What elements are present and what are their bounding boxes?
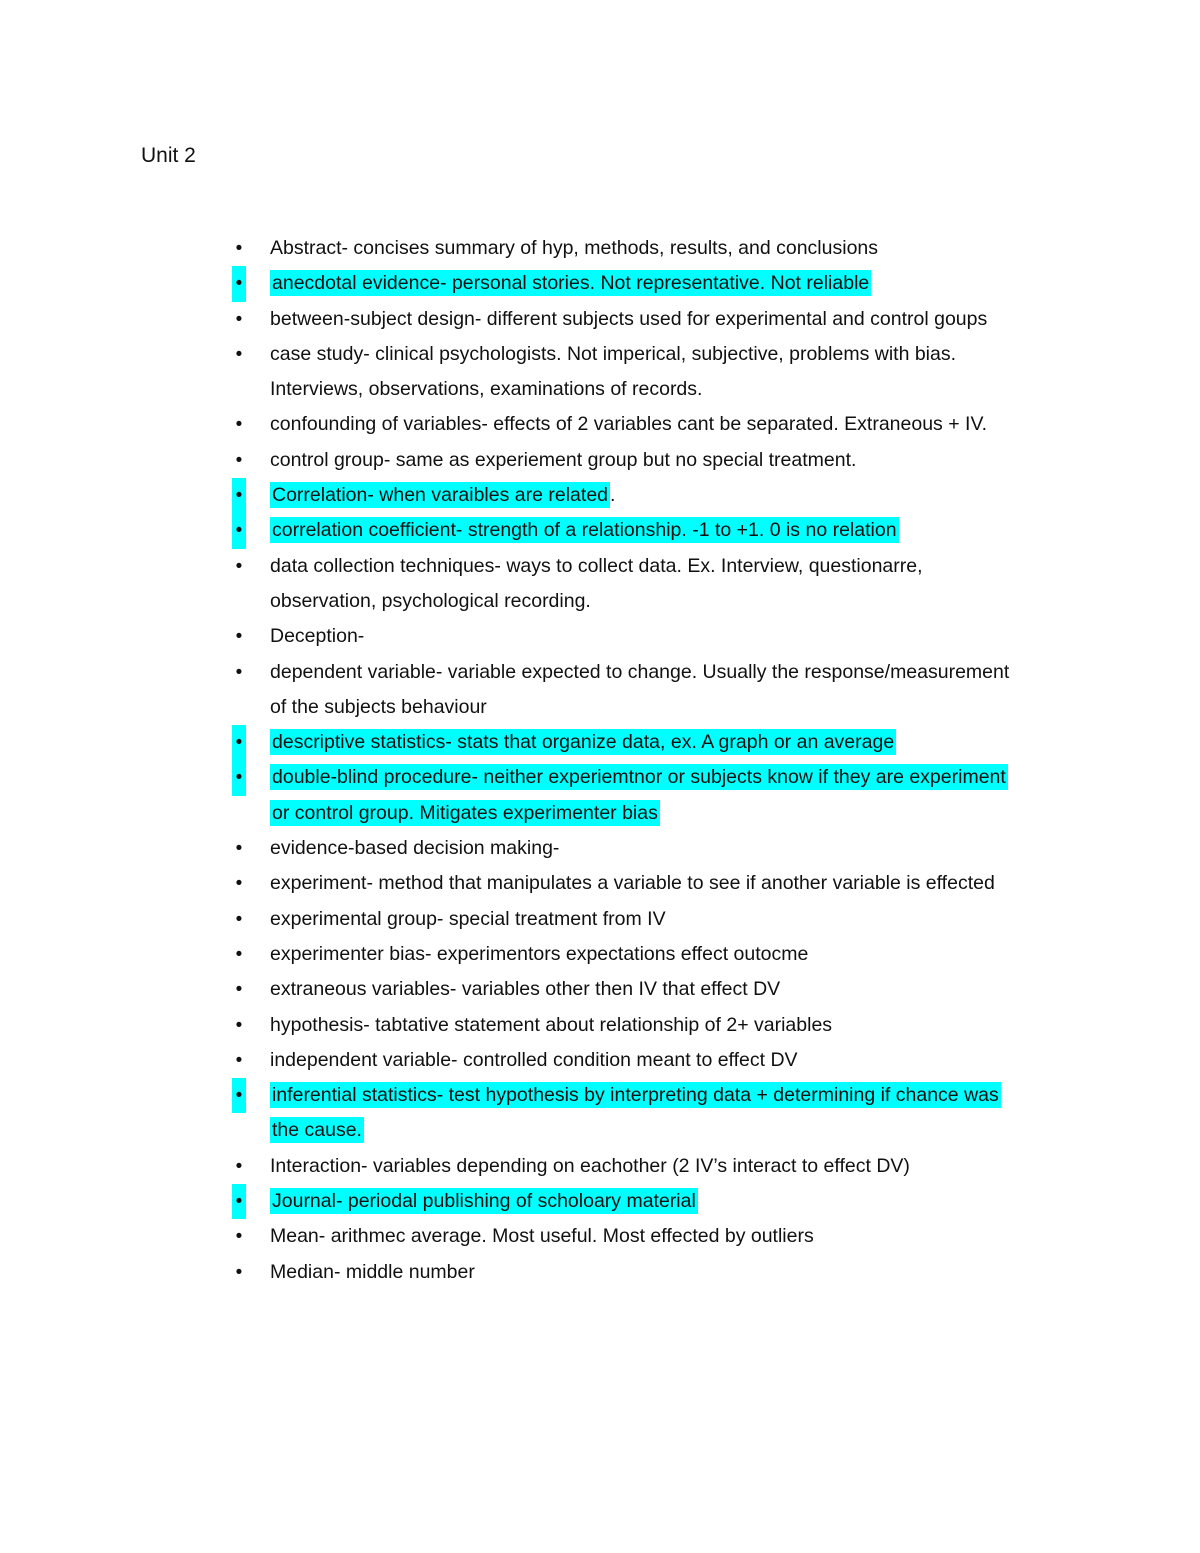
- list-item-trailing-text: .: [610, 484, 616, 507]
- list-item: [232, 231, 1012, 266]
- list-item: [232, 266, 1012, 301]
- bullet-icon: •: [235, 238, 243, 259]
- glossary-list: [232, 231, 1012, 1290]
- list-item-text: descriptive statistics- stats that organize data, ex. A graph or an average: [272, 731, 895, 754]
- list-item: [232, 1255, 1012, 1290]
- bullet-icon: •: [235, 873, 243, 895]
- list-item: [232, 1219, 1012, 1254]
- list-item-text: experiment- method that manipulates a variable to see if another variable is effected: [270, 872, 995, 895]
- list-item: [232, 619, 1012, 654]
- bullet-icon: •: [235, 343, 243, 365]
- list-item: [232, 302, 1012, 337]
- list-item: [232, 1184, 1012, 1219]
- bullet-icon: •: [235, 1014, 243, 1036]
- list-item: [232, 831, 1012, 866]
- bullet-icon: •: [235, 626, 243, 648]
- bullet-icon: •: [235, 414, 243, 436]
- bullet-icon: •: [235, 1155, 243, 1177]
- bullet-icon: •: [235, 1226, 243, 1248]
- list-item: [232, 443, 1012, 478]
- bullet-icon: •: [235, 661, 243, 683]
- list-item-text: Deception-: [270, 625, 365, 648]
- list-item: [232, 549, 1012, 620]
- bullet-icon: •: [232, 725, 246, 760]
- list-item-text: double-blind procedure- neither experiemtnor or subjects know if they are experiment or control group. Mitigates experimenter bias: [272, 766, 1006, 824]
- list-item: [232, 1078, 1012, 1149]
- list-item-text: confounding of variables- effects of 2 variables cant be separated. Extraneous + IV.: [270, 413, 988, 436]
- list-item-text: Mean- arithmec average. Most useful. Most effected by outliers: [270, 1225, 814, 1248]
- list-item: [232, 866, 1012, 901]
- list-item-text: experimental group- special treatment from IV: [270, 907, 666, 930]
- list-item-text: inferential statistics- test hypothesis by interpreting data + determining if chance was the cause.: [272, 1084, 999, 1142]
- list-item: [232, 1043, 1012, 1078]
- list-item: [232, 478, 1012, 513]
- list-item-text: extraneous variables- variables other then IV that effect DV: [270, 978, 781, 1001]
- list-item-text: evidence-based decision making-: [270, 837, 560, 860]
- list-item: [232, 937, 1012, 972]
- bullet-icon: •: [235, 979, 243, 1001]
- bullet-icon: •: [232, 1184, 246, 1219]
- list-item: [232, 902, 1012, 937]
- bullet-icon: •: [235, 555, 243, 577]
- list-item-text: Median- middle number: [270, 1260, 475, 1283]
- bullet-icon: •: [235, 908, 243, 930]
- bullet-icon: •: [232, 266, 246, 301]
- list-item: [232, 972, 1012, 1007]
- list-item-text: hypothesis- tabtative statement about relationship of 2+ variables: [270, 1013, 833, 1036]
- list-item-text: independent variable- controlled condition meant to effect DV: [270, 1048, 798, 1071]
- list-item-text: data collection techniques- ways to collect data. Ex. Interview, questionarre, observation, psychological recording.: [270, 554, 923, 612]
- list-item-text: case study- clinical psychologists. Not imperical, subjective, problems with bias. Interviews, observations, examinations of records.: [270, 342, 957, 401]
- list-item: [232, 760, 1012, 831]
- list-item-text: dependent variable- variable expected to change. Usually the response/measurement of the subjects behaviour: [270, 660, 1010, 718]
- list-item: [232, 1149, 1012, 1184]
- bullet-icon: •: [235, 449, 243, 471]
- list-item-text: correlation coefficient- strength of a relationship. -1 to +1. 0 is no relation: [272, 519, 897, 542]
- bullet-icon: •: [235, 838, 243, 860]
- list-item: [232, 337, 1012, 408]
- list-item-text: Interaction- variables depending on eachother (2 IV’s interact to effect DV): [270, 1154, 910, 1177]
- list-item-text: Journal- periodal publishing of scholoary material: [272, 1190, 696, 1213]
- bullet-icon: •: [235, 1261, 243, 1283]
- list-item-text: control group- same as experiement group but no special treatment.: [270, 448, 857, 471]
- list-item: [232, 1008, 1012, 1043]
- bullet-icon: •: [232, 760, 246, 795]
- list-item-text: experimenter bias- experimentors expectations effect outocme: [270, 942, 809, 965]
- list-item-text: between-subject design- different subjects used for experimental and control goups: [270, 307, 988, 330]
- bullet-icon: •: [232, 478, 246, 513]
- bullet-icon: •: [235, 943, 243, 965]
- page-title: Unit 2: [141, 144, 196, 167]
- bullet-icon: •: [235, 1049, 243, 1071]
- list-item-text: Abstract- concises summary of hyp, methods, results, and conclusions: [270, 237, 879, 259]
- bullet-icon: •: [232, 1078, 246, 1113]
- list-item: [232, 725, 1012, 760]
- list-item-text: Correlation- when varaibles are related: [272, 484, 609, 507]
- bullet-icon: •: [235, 308, 243, 330]
- list-item: [232, 407, 1012, 442]
- list-item: [232, 655, 1012, 726]
- list-item: [232, 513, 1012, 548]
- bullet-icon: •: [232, 513, 246, 548]
- list-item-text: anecdotal evidence- personal stories. Not representative. Not reliable: [272, 272, 870, 295]
